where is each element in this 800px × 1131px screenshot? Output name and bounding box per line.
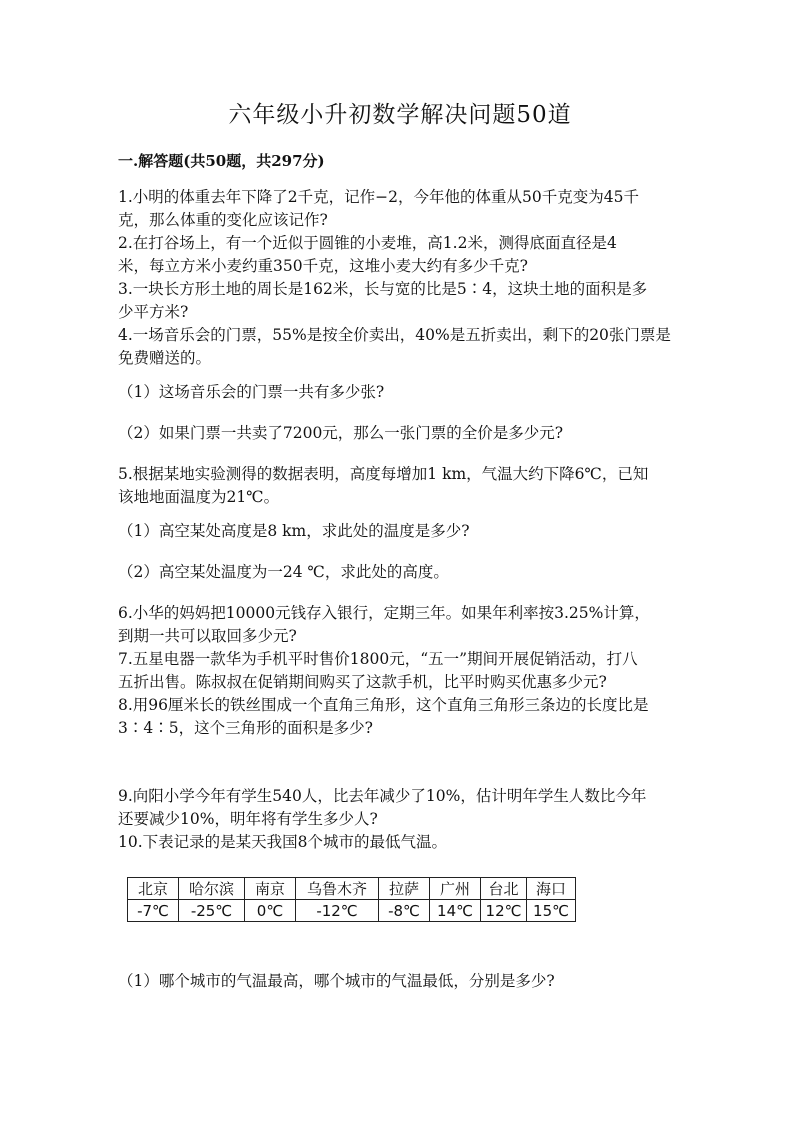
question-5-line-2: 该地地面温度为21℃。 bbox=[118, 488, 280, 506]
question-3-line-1: 3.一块长方形土地的周长是162米，长与宽的比是5∶4，这块土地的面积是多 bbox=[118, 280, 648, 298]
temperature-cell: 14℃ bbox=[430, 900, 481, 922]
question-8-line-2: 3∶4∶5，这个三角形的面积是多少? bbox=[118, 719, 373, 737]
question-9-line-2: 还要减少10%，明年将有学生多少人? bbox=[118, 810, 378, 828]
question-10-sub-1: （1）哪个城市的气温最高，哪个城市的气温最低，分别是多少? bbox=[118, 972, 555, 990]
city-cell: 哈尔滨 bbox=[179, 878, 245, 900]
city-cell: 南京 bbox=[245, 878, 296, 900]
question-7-line-1: 7.五星电器一款华为手机平时售价1800元，“五一”期间开展促销活动，打八 bbox=[118, 650, 638, 668]
city-cell: 乌鲁木齐 bbox=[296, 878, 379, 900]
temperature-cell: 0℃ bbox=[245, 900, 296, 922]
city-row bbox=[128, 878, 576, 900]
question-4-line-1: 4.一场音乐会的门票，55%是按全价卖出，40%是五折卖出，剩下的20张门票是 bbox=[118, 326, 671, 344]
city-cell: 广州 bbox=[430, 878, 481, 900]
temperature-table bbox=[127, 877, 576, 922]
question-6-line-1: 6.小华的妈妈把10000元钱存入银行，定期三年。如果年利率按3.25%计算， bbox=[118, 604, 650, 622]
question-2-line-1: 2.在打谷场上，有一个近似于圆锥的小麦堆，高1.2米，测得底面直径是4 bbox=[118, 234, 617, 252]
page-title: 六年级小升初数学解决问题50道 bbox=[228, 102, 572, 128]
question-4-line-2: 免费赠送的。 bbox=[118, 349, 212, 367]
question-4-sub-2: （2）如果门票一共卖了7200元，那么一张门票的全价是多少元? bbox=[118, 424, 564, 442]
temperature-cell: -8℃ bbox=[379, 900, 430, 922]
section-heading: 一.解答题(共50题，共297分) bbox=[118, 152, 325, 170]
temperature-cell: -12℃ bbox=[296, 900, 379, 922]
temperature-cell: 15℃ bbox=[527, 900, 576, 922]
question-5-line-1: 5.根据某地实验测得的数据表明，高度每增加1 km，气温大约下降6℃，已知 bbox=[118, 465, 649, 483]
question-5-sub-1: （1）高空某处高度是8 km，求此处的温度是多少? bbox=[118, 522, 470, 540]
question-7-line-2: 五折出售。陈叔叔在促销期间购买了这款手机，比平时购买优惠多少元? bbox=[118, 673, 607, 691]
question-1-line-1: 1.小明的体重去年下降了2千克，记作−2，今年他的体重从50千克变为45千 bbox=[118, 188, 639, 206]
question-9-line-1: 9.向阳小学今年有学生540人，比去年减少了10%，估计明年学生人数比今年 bbox=[118, 787, 647, 805]
temperature-cell: -25℃ bbox=[179, 900, 245, 922]
temperature-row bbox=[128, 900, 576, 922]
city-cell: 拉萨 bbox=[379, 878, 430, 900]
question-5-sub-2: （2）高空某处温度为一24 ℃，求此处的高度。 bbox=[118, 563, 449, 581]
city-cell: 海口 bbox=[527, 878, 576, 900]
question-1-line-2: 克，那么体重的变化应该记作? bbox=[118, 211, 328, 229]
temperature-cell: -7℃ bbox=[128, 900, 179, 922]
city-cell: 北京 bbox=[128, 878, 179, 900]
city-cell: 台北 bbox=[481, 878, 527, 900]
question-6-line-2: 到期一共可以取回多少元? bbox=[118, 627, 297, 645]
question-4-sub-1: （1）这场音乐会的门票一共有多少张? bbox=[118, 383, 385, 401]
question-10-line-1: 10.下表记录的是某天我国8个城市的最低气温。 bbox=[118, 833, 448, 851]
question-2-line-2: 米，每立方米小麦约重350千克，这堆小麦大约有多少千克? bbox=[118, 257, 528, 275]
question-8-line-1: 8.用96厘米长的铁丝围成一个直角三角形，这个直角三角形三条边的长度比是 bbox=[118, 696, 649, 714]
temperature-cell: 12℃ bbox=[481, 900, 527, 922]
question-3-line-2: 少平方米? bbox=[118, 303, 189, 321]
